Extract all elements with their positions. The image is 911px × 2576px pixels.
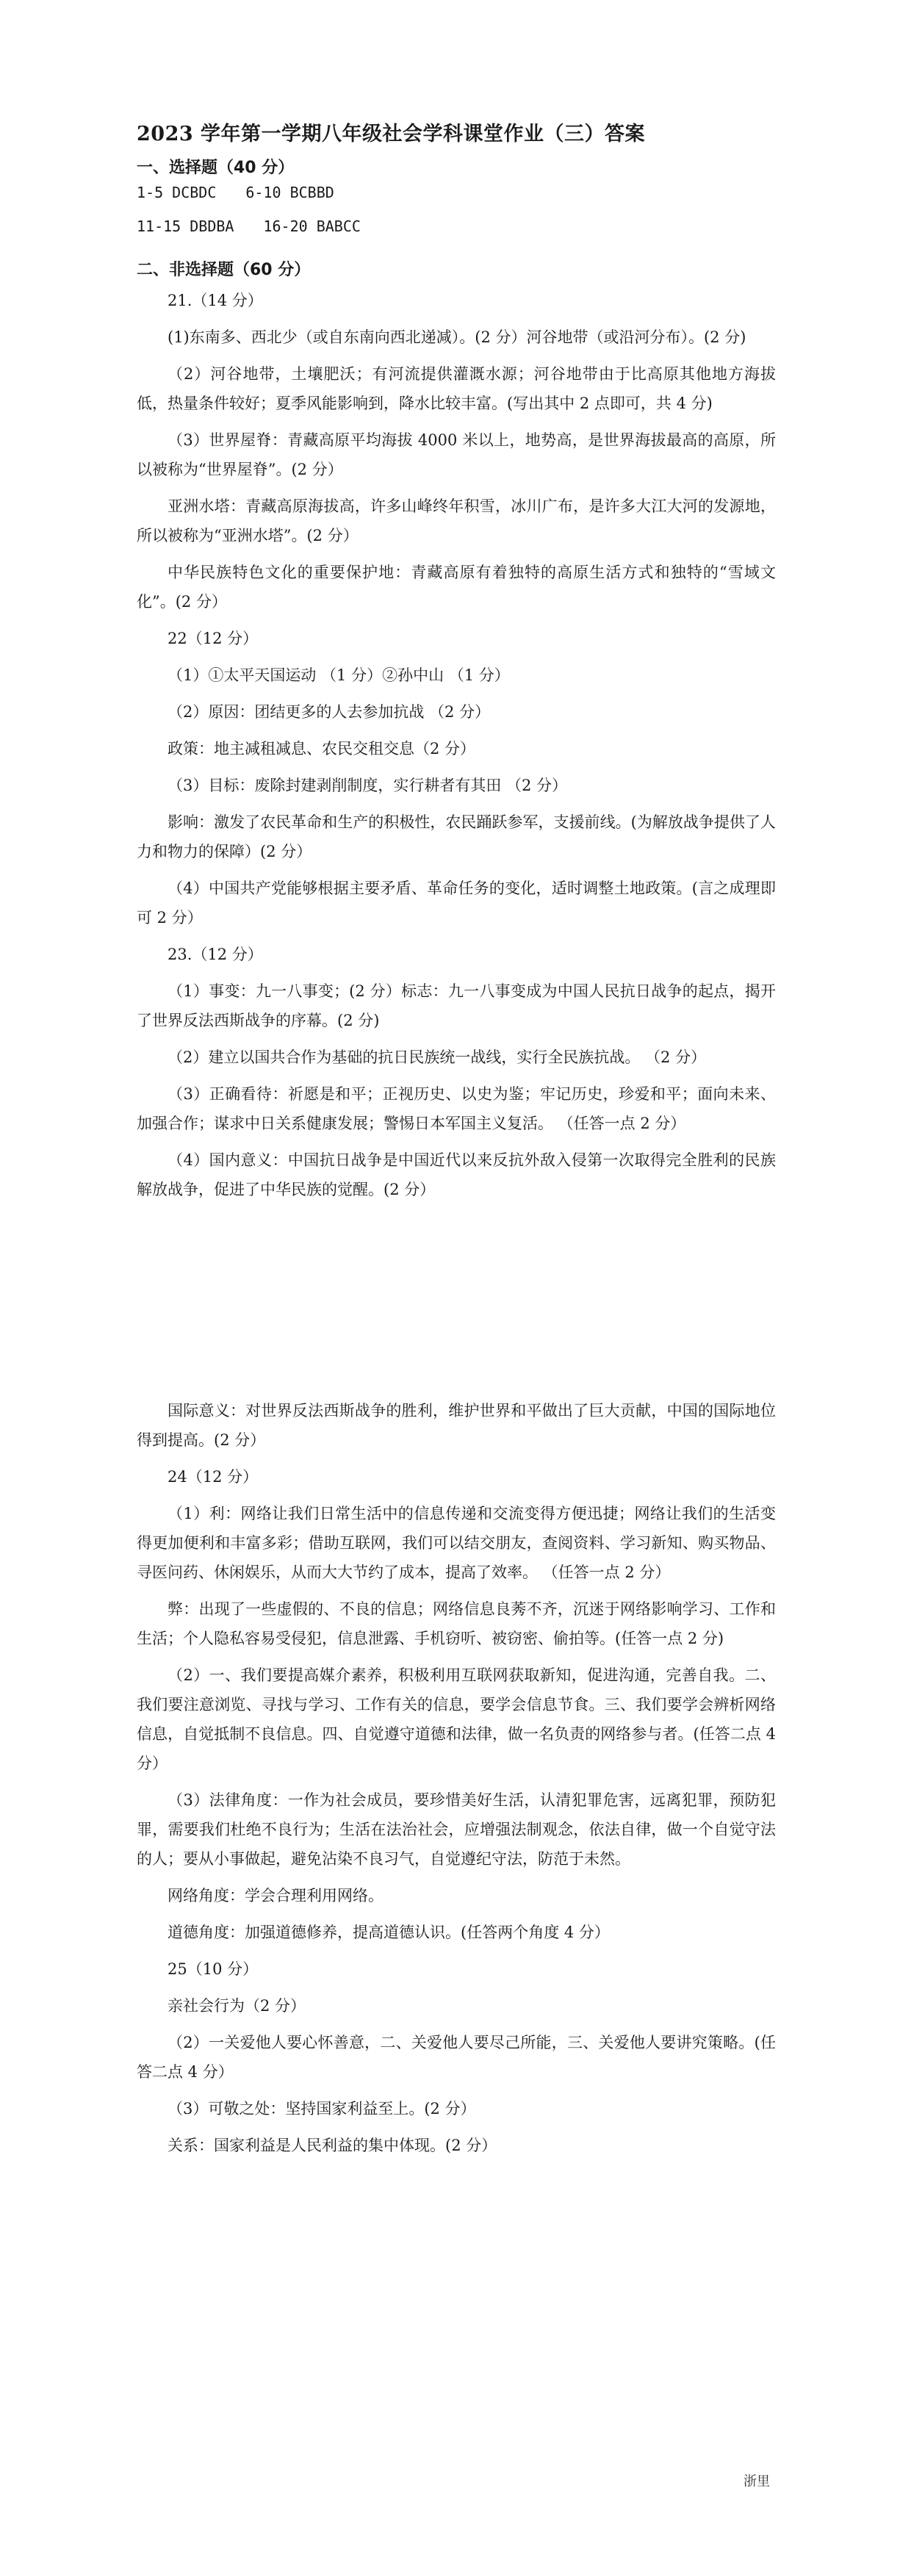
answer-paragraph: （2）一关爱他人要心怀善意，二、关爱他人要尽己所能，三、关爱他人要讲究策略。(任答二点 4 分） bbox=[137, 2034, 776, 2081]
question-22-heading: 22（12 分） bbox=[168, 630, 259, 647]
answer-paragraph: 国际意义：对世界反法西斯战争的胜利，维护世界和平做出了巨大贡献，中国的国际地位得到提高。(2 分） bbox=[137, 1402, 776, 1449]
answer-paragraph: （1）①太平天国运动 （1 分）②孙中山 （1 分） bbox=[168, 666, 510, 684]
answer-paragraph: （2）一、我们要提高媒介素养，积极利用互联网获取新知，促进沟通，完善自我。二、我们要注意浏览、寻找与学习、工作有关的信息，要学会信息节食。三、我们要学会辨析网络信息，自觉抵制不良信息。四、自觉遵守道德和法律，做一名负责的网络参与者。(任答二点 4 分） bbox=[137, 1666, 776, 1772]
section2-heading: 二、非选择题（60 分） bbox=[137, 261, 311, 279]
answer-paragraph: （2）河谷地带，土壤肥沃；有河流提供灌溉水源；河谷地带由于比高原其他地方海拔低，热量条件较好；夏季风能影响到，降水比较丰富。(写出其中 2 点即可，共 4 分) bbox=[137, 365, 776, 412]
answer-paragraph: 亚洲水塔：青藏高原海拔高，许多山峰终年积雪，冰川广布，是许多大江大河的发源地，所以被称为“亚洲水塔”。(2 分） bbox=[137, 497, 776, 544]
question-23-heading: 23.（12 分） bbox=[168, 946, 263, 963]
question-24-heading: 24（12 分） bbox=[168, 1468, 259, 1486]
answer-paragraph: 亲社会行为（2 分） bbox=[168, 1997, 306, 2015]
answer-paragraph: 道德角度：加强道德修养，提高道德认识。(任答两个角度 4 分） bbox=[168, 1924, 610, 1941]
answer-paragraph: 政策：地主减租减息、农民交租交息（2 分） bbox=[168, 740, 476, 758]
answer-paragraph: (1)东南多、西北少（或自东南向西北递减）。(2 分）河谷地带（或沿河分布）。(2 分) bbox=[168, 328, 746, 346]
section1-heading: 一、选择题（40 分） bbox=[137, 159, 295, 177]
answer-paragraph: （3）目标：废除封建剥削制度，实行耕者有其田 （2 分） bbox=[168, 777, 568, 794]
page-title: 2023 学年第一学期八年级社会学科课堂作业（三）答案 bbox=[137, 123, 646, 145]
answer-paragraph: （2）原因：团结更多的人去参加抗战 （2 分） bbox=[168, 703, 491, 721]
answer-paragraph: （3）正确看待：祈愿是和平；正视历史、以史为鉴；牢记历史，珍爱和平；面向未来、加强合作；谋求中日关系健康发展；警惕日本军国主义复活。 （任答一点 2 分） bbox=[137, 1085, 776, 1132]
answer-paragraph: （4）国内意义：中国抗日战争是中国近代以来反抗外敌入侵第一次取得完全胜利的民族解放战争，促进了中华民族的觉醒。(2 分） bbox=[137, 1151, 776, 1198]
answer-paragraph: （2）建立以国共合作为基础的抗日民族统一战线，实行全民族抗战。 （2 分） bbox=[168, 1048, 707, 1066]
mc-answer-row-1 bbox=[137, 184, 776, 201]
mc-answer-group: 11-15 DBDBA bbox=[137, 217, 234, 235]
question-25-heading: 25（10 分） bbox=[168, 1960, 259, 1978]
answer-paragraph: 中华民族特色文化的重要保护地：青藏高原有着独特的高原生活方式和独特的“雪域文化”。(2 分） bbox=[137, 564, 776, 611]
answer-paragraph: （1）事变：九一八事变；(2 分）标志：九一八事变成为中国人民抗日战争的起点，揭开了世界反法西斯战争的序幕。(2 分) bbox=[137, 982, 776, 1029]
answer-paragraph: 网络角度：学会合理利用网络。 bbox=[168, 1887, 384, 1904]
footer-mark: 浙里 bbox=[743, 2474, 770, 2489]
answer-sheet-part1 bbox=[137, 118, 776, 1212]
answer-paragraph: 影响：激发了农民革命和生产的积极性，农民踊跃参军，支援前线。(为解放战争提供了人力和物力的保障）(2 分） bbox=[137, 813, 776, 860]
answer-sheet-part2 bbox=[137, 1396, 776, 2167]
answer-paragraph: 弊：出现了一些虚假的、不良的信息；网络信息良莠不齐，沉迷于网络影响学习、工作和生活；个人隐私容易受侵犯，信息泄露、手机窃听、被窃密、偷拍等。(任答一点 2 分) bbox=[137, 1600, 776, 1647]
mc-answer-group: 16-20 BABCC bbox=[263, 217, 361, 235]
mc-answer-group: 6-10 BCBBD bbox=[245, 184, 334, 201]
answer-paragraph: （1）利：网络让我们日常生活中的信息传递和交流变得方便迅捷；网络让我们的生活变得更加便利和丰富多彩；借助互联网，我们可以结交朋友，查阅资料、学习新知、购买物品、寻医问药、休闲娱乐，从而大大节约了成本，提高了效率。 （任答一点 2 分） bbox=[137, 1505, 776, 1581]
mc-answer-row-2 bbox=[137, 217, 776, 235]
question-21-heading: 21.（14 分） bbox=[168, 292, 263, 309]
answer-paragraph: （3）可敬之处：坚持国家利益至上。(2 分） bbox=[168, 2100, 476, 2118]
answer-paragraph: （3）法律角度：一作为社会成员，要珍惜美好生活，认清犯罪危害，远离犯罪，预防犯罪，需要我们杜绝不良行为；生活在法治社会，应增强法制观念，依法自律，做一个自觉守法的人；要从小事做起，避免沾染不良习气，自觉遵纪守法，防范于未然。 bbox=[137, 1791, 776, 1868]
answer-paragraph: 关系：国家利益是人民利益的集中体现。(2 分） bbox=[168, 2137, 497, 2154]
mc-answer-group: 1-5 DCBDC bbox=[137, 184, 217, 201]
answer-paragraph: （3）世界屋脊：青藏高原平均海拔 4000 米以上，地势高，是世界海拔最高的高原，所以被称为“世界屋脊”。(2 分） bbox=[137, 431, 776, 478]
answer-paragraph: （4）中国共产党能够根据主要矛盾、革命任务的变化，适时调整土地政策。(言之成理即可 2 分） bbox=[137, 879, 776, 927]
